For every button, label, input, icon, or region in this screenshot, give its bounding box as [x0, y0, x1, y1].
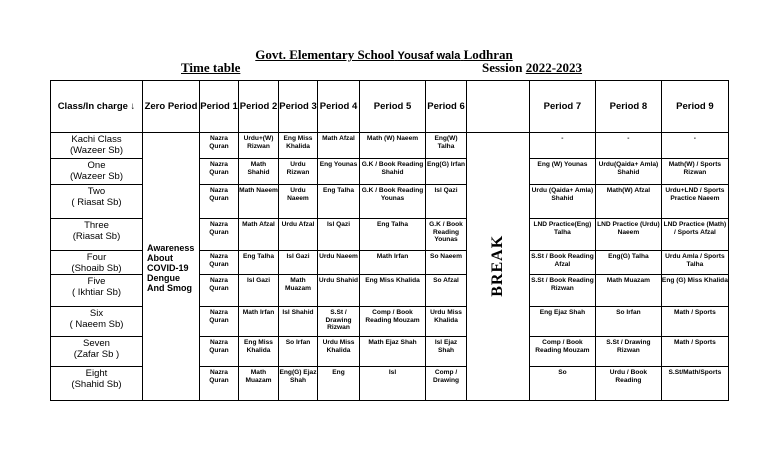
period-9-cell: Math / Sports: [661, 307, 728, 337]
period-9-cell: S.St/Math/Sports: [661, 367, 728, 401]
period-8-cell: Math Muazam: [595, 275, 661, 307]
class-cell: [51, 337, 143, 367]
period-9-cell: Eng (G) Miss Khalida: [661, 275, 728, 307]
session-years: 2022-2023: [525, 60, 583, 75]
school-name: Govt. Elementary School: [255, 47, 395, 62]
period-3-cell: Urdu Rizwan: [279, 159, 318, 185]
period-5-cell: Math Ejaz Shah: [360, 337, 426, 367]
period-4-cell: Eng Talha: [318, 185, 360, 219]
period-6-cell: Isl Qazi: [426, 185, 467, 219]
col-zero-period: Zero Period: [143, 81, 200, 133]
period-7-cell: So: [529, 367, 595, 401]
class-name: Six: [89, 308, 104, 319]
class-cell: [51, 307, 143, 337]
col-period-5: Period 5: [360, 81, 426, 133]
class-name: Four: [86, 252, 107, 263]
class-incharge: ( Riasat Sb): [71, 197, 122, 208]
period-3-cell: Isl Gazi: [279, 251, 318, 275]
period-2-cell: Eng Talha: [239, 251, 279, 275]
period-7-cell: Urdu (Qaida+ Amla) Shahid: [529, 185, 595, 219]
period-5-cell: Isl: [360, 367, 426, 401]
period-7-cell: Eng (W) Younas: [529, 159, 595, 185]
period-8-cell: So Irfan: [595, 307, 661, 337]
period-3-cell: Urdu Naeem: [279, 185, 318, 219]
timetable: [50, 80, 729, 401]
period-2-cell: Math Naeem: [239, 185, 279, 219]
period-4-cell: Math Afzal: [318, 133, 360, 159]
school-location: Yousaf wala: [397, 50, 461, 62]
class-name: Seven: [83, 338, 110, 349]
class-incharge: (Wazeer Sb): [70, 145, 123, 156]
school-title: [0, 47, 768, 63]
period-3-cell: So Irfan: [279, 337, 318, 367]
period-7-cell: LND Practice(Eng) Talha: [529, 219, 595, 251]
period-3-cell: Eng(G) Ejaz Shah: [279, 367, 318, 401]
period-1-cell: Nazra Quran: [200, 367, 239, 401]
col-period-6: Period 6: [426, 81, 467, 133]
period-2-cell: Math Shahid: [239, 159, 279, 185]
class-cell: [51, 159, 143, 185]
period-3-cell: Eng Miss Khalida: [279, 133, 318, 159]
period-7-cell: S.St / Book Reading Afzal: [529, 251, 595, 275]
class-cell: [51, 275, 143, 307]
period-5-cell: G.K / Book Reading Shahid: [360, 159, 426, 185]
period-4-cell: Isl Qazi: [318, 219, 360, 251]
break-label: BREAK: [489, 235, 507, 297]
period-1-cell: Nazra Quran: [200, 159, 239, 185]
class-name: Five: [87, 276, 106, 287]
col-period-3: Period 3: [279, 81, 318, 133]
period-1-cell: Nazra Quran: [200, 307, 239, 337]
col-period-2: Period 2: [239, 81, 279, 133]
period-1-cell: Nazra Quran: [200, 185, 239, 219]
session-heading: [482, 60, 582, 76]
class-incharge: (Wazeer Sb): [70, 171, 123, 182]
class-incharge: (Shoaib Sb): [71, 263, 122, 274]
period-7-cell: Comp / Book Reading Mouzam: [529, 337, 595, 367]
period-5-cell: Math (W) Naeem: [360, 133, 426, 159]
class-cell: [51, 133, 143, 159]
period-6-cell: G.K / Book Reading Younas: [426, 219, 467, 251]
col-period-7: Period 7: [529, 81, 595, 133]
header-row: [51, 81, 729, 133]
table-row: [51, 133, 729, 159]
period-4-cell: Urdu Miss Khalida: [318, 337, 360, 367]
class-name: Two: [87, 186, 106, 197]
col-period-4: Period 4: [318, 81, 360, 133]
period-4-cell: Urdu Shahid: [318, 275, 360, 307]
period-6-cell: Eng(G) Irfan: [426, 159, 467, 185]
period-4-cell: Eng: [318, 367, 360, 401]
class-name: Kachi Class: [71, 134, 122, 145]
period-5-cell: Eng Talha: [360, 219, 426, 251]
class-incharge: ( Ikhtiar Sb): [71, 287, 122, 298]
period-2-cell: Eng Miss Khalida: [239, 337, 279, 367]
period-6-cell: So Naeem: [426, 251, 467, 275]
class-name: Three: [84, 220, 109, 231]
class-cell: [51, 185, 143, 219]
period-6-cell: Eng(W) Talha: [426, 133, 467, 159]
period-9-cell: Math(W) / Sports Rizwan: [661, 159, 728, 185]
period-3-cell: Urdu Afzal: [279, 219, 318, 251]
period-7-cell: S.St / Book Reading Rizwan: [529, 275, 595, 307]
session-label: Session: [482, 60, 523, 75]
period-9-cell: Urdu Amla / Sports Talha: [661, 251, 728, 275]
period-1-cell: Nazra Quran: [200, 219, 239, 251]
period-2-cell: Math Afzal: [239, 219, 279, 251]
school-city: Lodhran: [463, 47, 513, 62]
period-2-cell: Isl Gazi: [239, 275, 279, 307]
col-class-incharge: Class/In charge ↓: [51, 81, 143, 133]
class-incharge: (Shahid Sb): [71, 379, 122, 390]
period-4-cell: S.St / Drawing Rizwan: [318, 307, 360, 337]
period-4-cell: Eng Younas: [318, 159, 360, 185]
period-4-cell: Urdu Naeem: [318, 251, 360, 275]
period-1-cell: Nazra Quran: [200, 275, 239, 307]
break-header-gap: [467, 81, 530, 133]
period-5-cell: G.K / Book Reading Younas: [360, 185, 426, 219]
period-7-cell: -: [529, 133, 595, 159]
period-9-cell: Urdu+LND / Sports Practice Naeem: [661, 185, 728, 219]
period-9-cell: Math / Sports: [661, 337, 728, 367]
class-incharge: (Riasat Sb): [72, 231, 121, 242]
period-8-cell: Eng(G) Talha: [595, 251, 661, 275]
class-cell: [51, 251, 143, 275]
period-1-cell: Nazra Quran: [200, 251, 239, 275]
period-8-cell: -: [595, 133, 661, 159]
period-9-cell: -: [661, 133, 728, 159]
period-3-cell: Isl Shahid: [279, 307, 318, 337]
period-5-cell: Math Irfan: [360, 251, 426, 275]
period-8-cell: Math(W) Afzal: [595, 185, 661, 219]
period-5-cell: Eng Miss Khalida: [360, 275, 426, 307]
break-cell: [467, 133, 530, 401]
period-8-cell: Urdu(Qaida+ Amla) Shahid: [595, 159, 661, 185]
col-period-8: Period 8: [595, 81, 661, 133]
timetable-label: Time table: [181, 60, 241, 75]
class-incharge: (Zafar Sb ): [73, 349, 120, 360]
period-8-cell: Urdu / Book Reading: [595, 367, 661, 401]
period-8-cell: LND Practice (Urdu) Naeem: [595, 219, 661, 251]
col-period-1: Period 1: [200, 81, 239, 133]
period-1-cell: Nazra Quran: [200, 337, 239, 367]
col-period-9: Period 9: [661, 81, 728, 133]
period-2-cell: Math Irfan: [239, 307, 279, 337]
period-6-cell: Urdu Miss Khalida: [426, 307, 467, 337]
period-6-cell: Comp / Drawing: [426, 367, 467, 401]
class-cell: [51, 367, 143, 401]
period-6-cell: So Afzal: [426, 275, 467, 307]
period-1-cell: Nazra Quran: [200, 133, 239, 159]
period-9-cell: LND Practice (Math) / Sports Afzal: [661, 219, 728, 251]
period-5-cell: Comp / Book Reading Mouzam: [360, 307, 426, 337]
period-2-cell: Math Muazam: [239, 367, 279, 401]
period-3-cell: Math Muazam: [279, 275, 318, 307]
period-7-cell: Eng Ejaz Shah: [529, 307, 595, 337]
class-name: Eight: [85, 368, 108, 379]
class-cell: [51, 219, 143, 251]
class-name: One: [87, 160, 106, 171]
class-incharge: ( Naeem Sb): [69, 319, 124, 330]
zero-period-cell: Awareness About COVID-19 Dengue And Smog: [143, 133, 200, 401]
period-2-cell: Urdu+(W) Rizwan: [239, 133, 279, 159]
period-6-cell: Isl Ejaz Shah: [426, 337, 467, 367]
period-8-cell: S.St / Drawing Rizwan: [595, 337, 661, 367]
